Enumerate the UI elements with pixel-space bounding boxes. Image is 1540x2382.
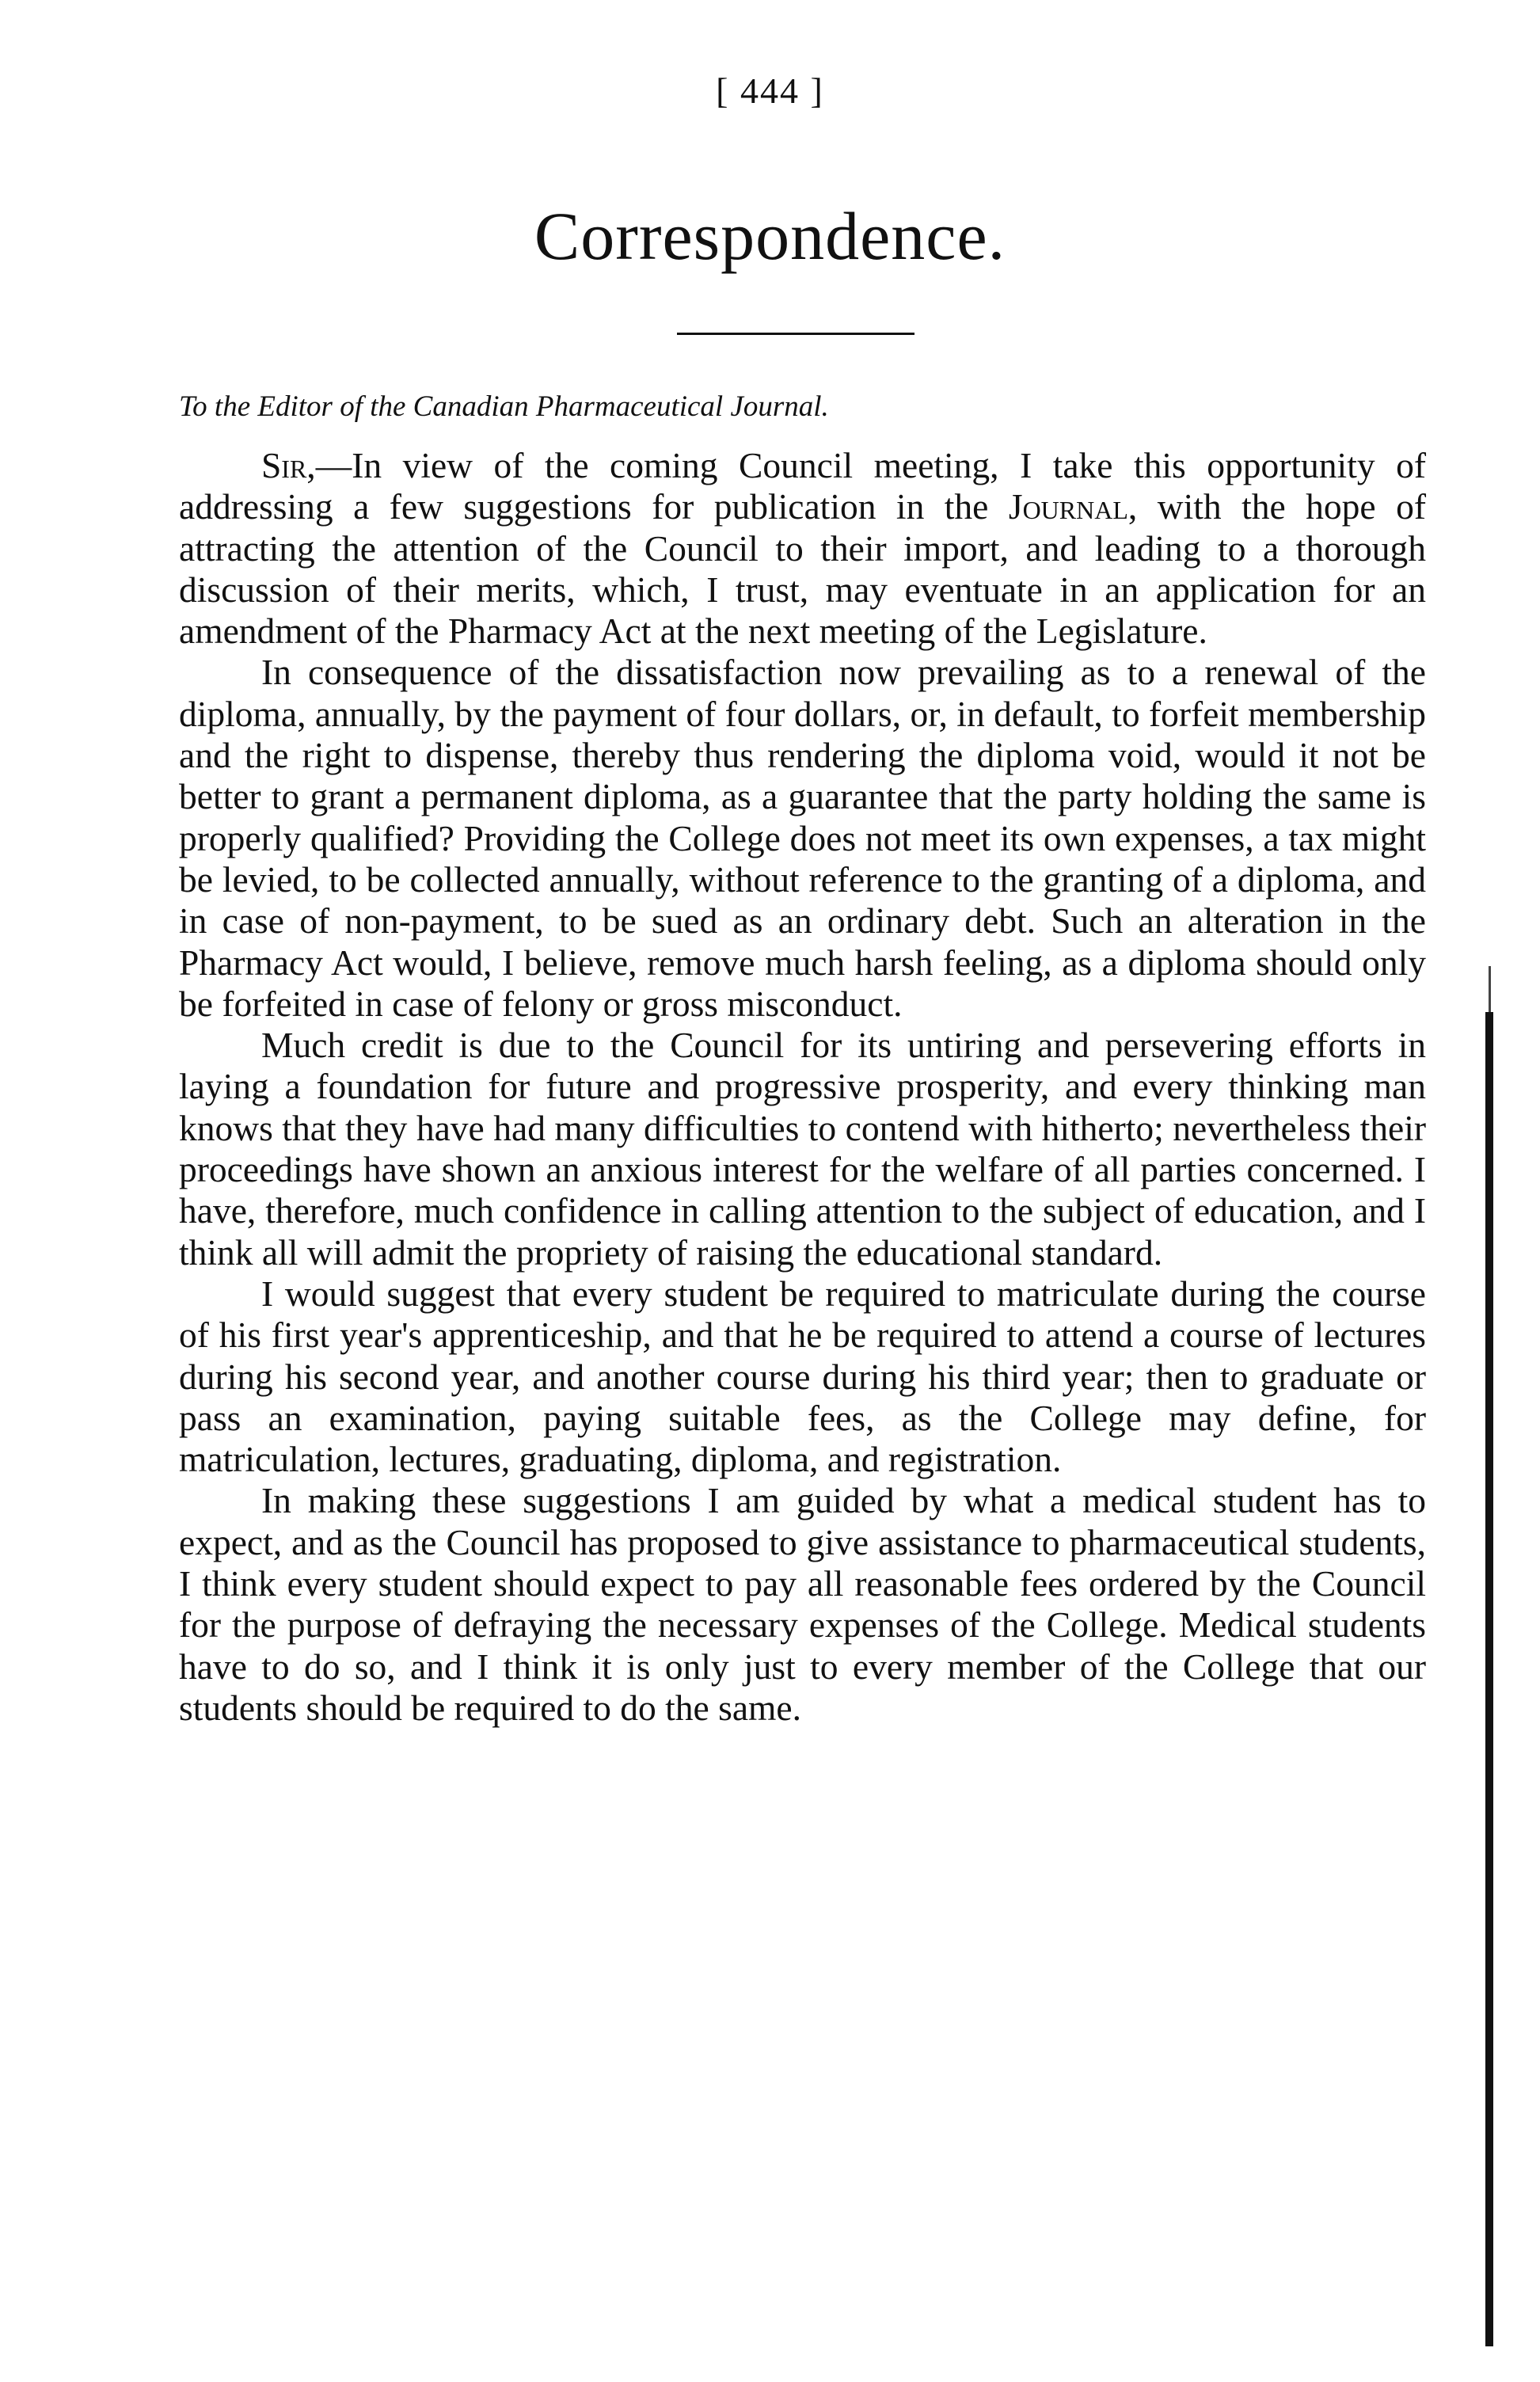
title-divider: [677, 333, 914, 335]
paragraph-1-part-a: —In view of the coming Council meeting, I take this opportunity of addressing a few suggestions for publication in the: [179, 445, 1426, 527]
journal-word: Journal: [1008, 486, 1128, 527]
paragraph-4: I would suggest that every student be required to matriculate during the course of his first year's apprenticeship, and that he be required to attend a course of lectures during his second year, and another course during his third year; then to graduate or pass an examination, paying suitable fees, as the College may define, for matriculation, lectures, graduating, diploma, and registration.: [179, 1273, 1426, 1480]
paragraph-3: Much credit is due to the Council for its untiring and persevering efforts in laying a foundation for future and progressive prosperity, and every thinking man knows that they have had many difficulties to contend with hitherto; nevertheless their proceedings have shown an anxious interest for the welfare of all parties concerned. I have, therefore, much confidence in calling attention to the subject of education, and I think all will admit the propriety of raising the educational standard.: [179, 1025, 1426, 1273]
paragraph-1: [179, 445, 1426, 652]
letter-addressee: To the Editor of the Canadian Pharmaceutical Journal.: [179, 390, 829, 423]
letter-body: [179, 445, 1426, 1729]
page-title: Correspondence.: [534, 198, 1006, 274]
paragraph-1-part-b: , with the hope of attracting the attention of the Council to their import, and leading to a thorough discussion of their merits, which, I trust, may eventuate in an application for an amendment of the Pharmacy Act at the next meeting of the Legislature.: [179, 486, 1426, 652]
salutation: Sir,: [261, 445, 316, 485]
paragraph-5: In making these suggestions I am guided by what a medical student has to expect, and as the Council has proposed to give assistance to pharmaceutical students, I think every student should expect to pay all reasonable fees ordered by the Council for the purpose of defraying the necessary expenses of the College. Medical students have to do so, and I think it is only just to every member of the College that our students should be required to do the same.: [179, 1480, 1426, 1728]
paragraph-2: In consequence of the dissatisfaction now prevailing as to a renewal of the diploma, annually, by the payment of four dollars, or, in default, to forfeit membership and the right to dispense, thereby thus rendering the diploma void, would it not be better to grant a permanent diploma, as a guarantee that the party holding the same is properly qualified? Providing the College does not meet its own expenses, a tax might be levied, to be collected annually, without reference to the granting of a diploma, and in case of non-payment, to be sued as an ordinary debt. Such an alteration in the Pharmacy Act would, I believe, remove much harsh feeling, as a diploma should only be forfeited in case of felony or gross misconduct.: [179, 652, 1426, 1024]
scan-margin-mark-thin: [1489, 966, 1491, 1014]
scan-margin-mark: [1485, 1012, 1493, 2346]
page-number: [ 444 ]: [716, 70, 824, 111]
